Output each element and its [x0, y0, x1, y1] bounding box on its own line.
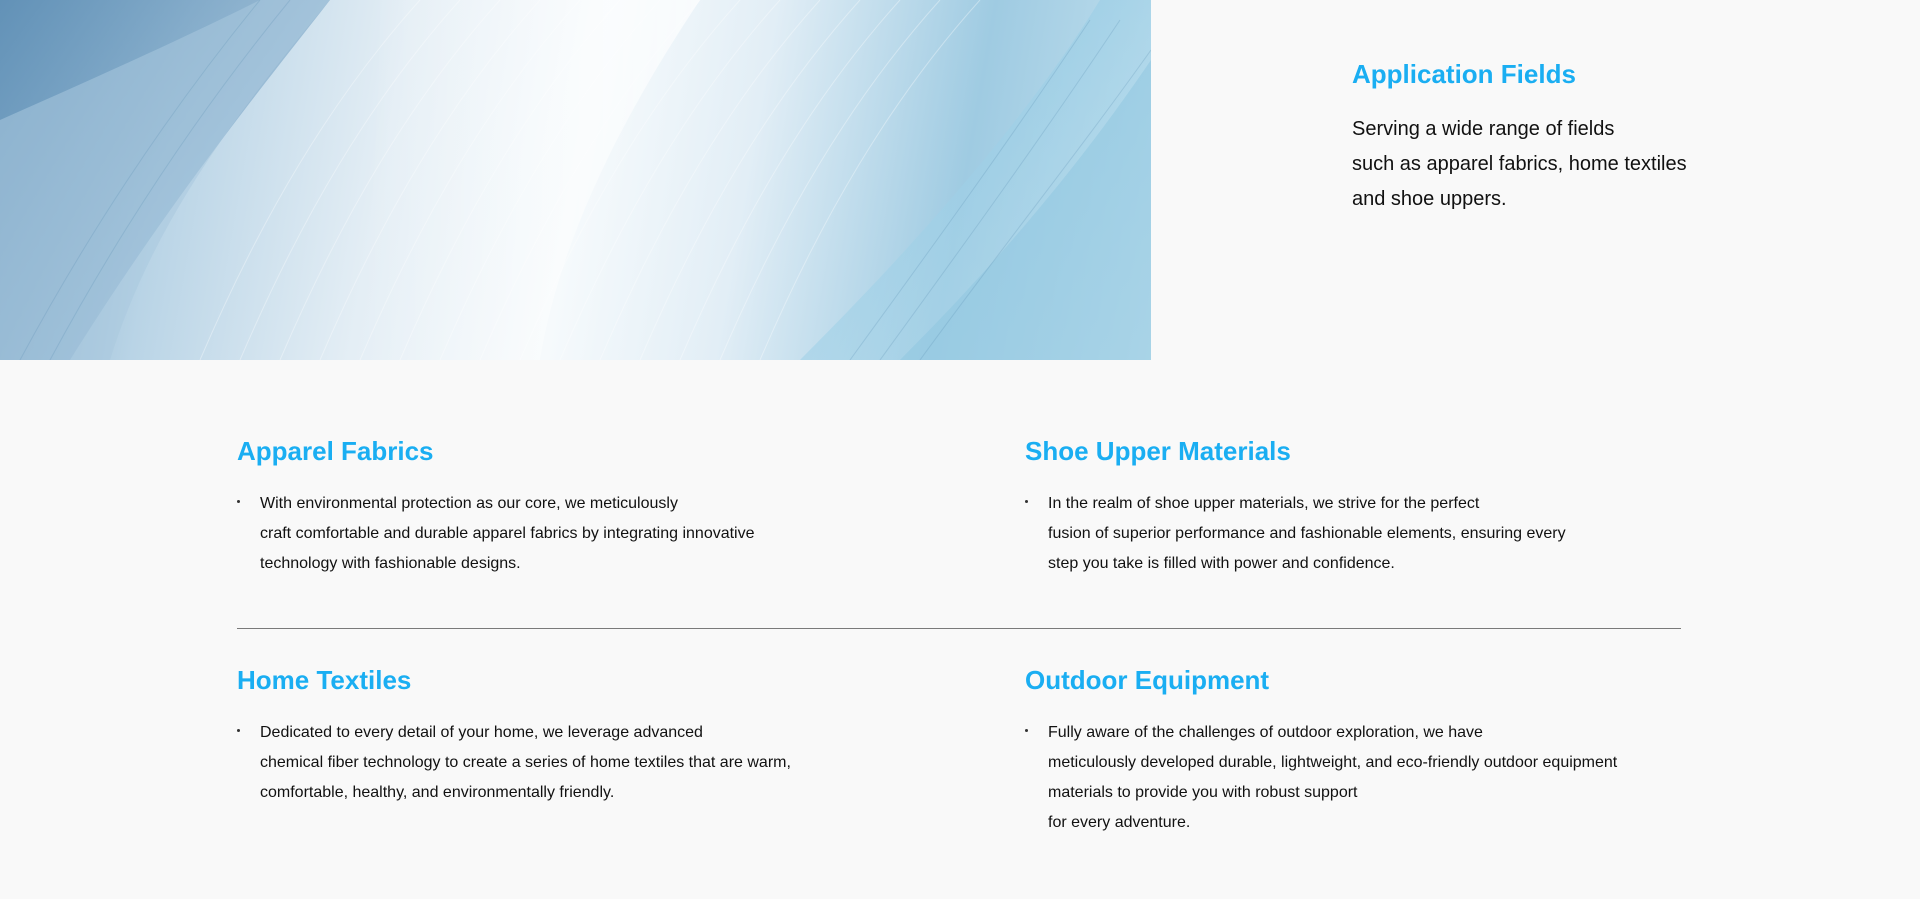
field-description-line: In the realm of shoe upper materials, we strive for the perfect [1048, 495, 1480, 512]
field-description-line: Dedicated to every detail of your home, we leverage advanced [260, 724, 703, 741]
section-description [1352, 112, 1732, 217]
field-shoe-upper-materials [1025, 433, 1745, 579]
description-line: Serving a wide range of fields [1352, 118, 1615, 140]
field-description [237, 489, 957, 579]
field-title: Shoe Upper Materials [1025, 436, 1291, 466]
field-title: Outdoor Equipment [1025, 665, 1270, 695]
field-description-line: meticulously developed durable, lightweight, and eco-friendly outdoor equipment [1048, 754, 1618, 771]
field-description [1025, 489, 1745, 579]
field-outdoor-equipment [1025, 662, 1745, 838]
field-description-line: Fully aware of the challenges of outdoor exploration, we have [1048, 724, 1483, 741]
field-title: Apparel Fabrics [237, 436, 434, 466]
field-description [237, 718, 957, 808]
section-divider [237, 628, 1681, 629]
description-line: and shoe uppers. [1352, 188, 1507, 210]
bullet-icon [237, 500, 240, 503]
bullet-icon [1025, 729, 1028, 732]
field-description-line: materials to provide you with robust support [1048, 784, 1358, 801]
field-description-line: technology with fashionable designs. [260, 555, 521, 572]
section-title: Application Fields [1352, 59, 1576, 89]
field-description-line: for every adventure. [1048, 814, 1191, 831]
blue-fiber-texture-image [0, 0, 1151, 360]
field-home-textiles [237, 662, 957, 808]
bullet-icon [237, 729, 240, 732]
field-description-line: With environmental protection as our core, we meticulously [260, 495, 678, 512]
field-description-line: craft comfortable and durable apparel fabrics by integrating innovative [260, 525, 755, 542]
field-description-line: fusion of superior performance and fashionable elements, ensuring every [1048, 525, 1566, 542]
field-description-line: step you take is filled with power and confidence. [1048, 555, 1395, 572]
field-description-line: chemical fiber technology to create a series of home textiles that are warm, [260, 754, 791, 771]
fiber-texture-graphic [0, 0, 1151, 360]
field-title: Home Textiles [237, 665, 412, 695]
bullet-icon [1025, 500, 1028, 503]
intro-section [1352, 56, 1732, 217]
field-description [1025, 718, 1745, 838]
field-description-line: comfortable, healthy, and environmentally friendly. [260, 784, 615, 801]
description-line: such as apparel fabrics, home textiles [1352, 153, 1687, 175]
field-apparel-fabrics [237, 433, 957, 579]
